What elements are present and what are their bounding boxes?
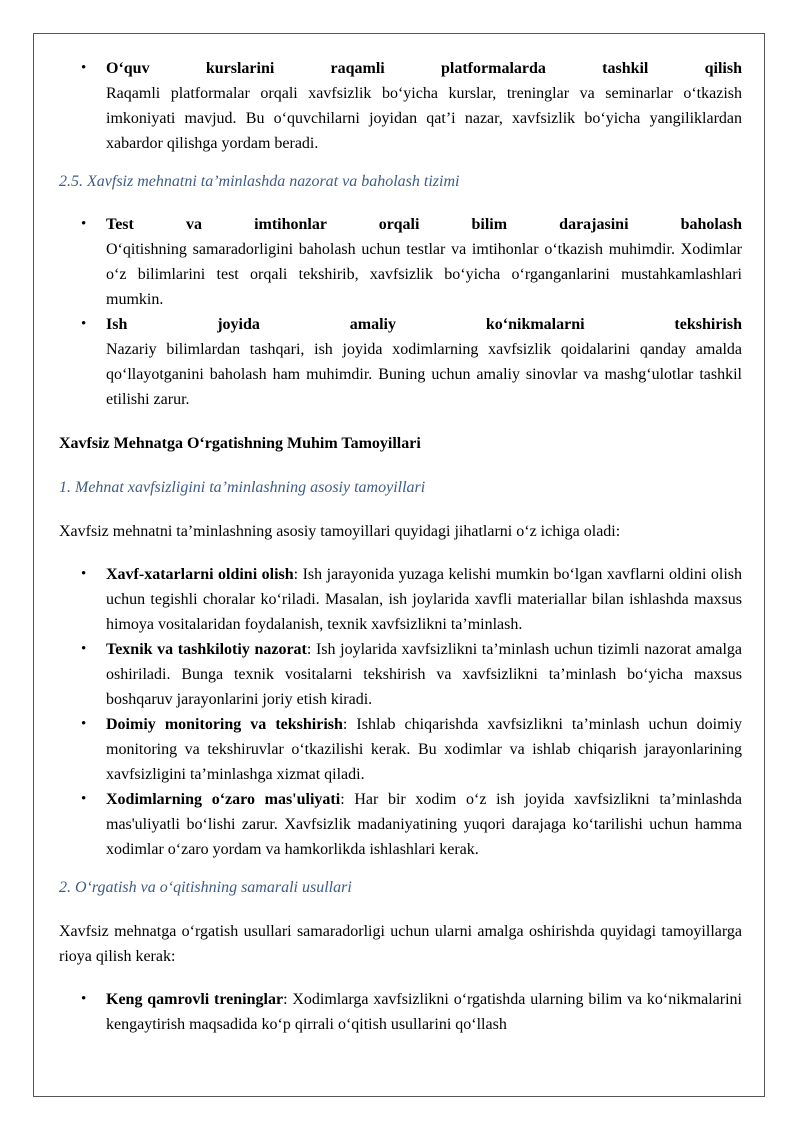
section-1-list [59, 562, 742, 862]
list-item [59, 987, 742, 1037]
bullet-text: Raqamli platformalar orqali xavfsizlik bo‘yicha kurslar, treninglar va seminarlar o‘tkazish imkoniyati mavjud. Bu o‘quvchilarni joyidan qat’i nazar, xavfsizlik bo‘yicha yangiliklardan xabardor qilishga yordam beradi. [106, 85, 742, 152]
section-2-intro: Xavfsiz mehnatga o‘rgatish usullari samaradorligi uchun ularni amalga oshirishda quyidagi tamoyillarga rioya qilish kerak: [59, 923, 742, 965]
bullet-title: Texnik va tashkilotiy nazorat [106, 641, 307, 658]
bullet-title: • O‘quv kurslarini raqamli platformalarda tashkil qilish [106, 60, 742, 77]
section-2-list [59, 987, 742, 1037]
document-body [59, 56, 742, 1037]
list-item [59, 712, 742, 787]
section-heading-1: 1. Mehnat xavfsizligini ta’minlashning asosiy tamoyillari [59, 479, 426, 496]
bullet-text: : Xodimlarga xavfsizlikni o‘rgatishda ularning bilim va ko‘nikmalarini kengaytirish maqsadida ko‘p qirrali o‘qitish usullarini qo‘llash [106, 991, 743, 1033]
list-item [59, 312, 742, 412]
list-item [59, 637, 742, 712]
bullet-title: Doimiy monitoring va tekshirish [106, 716, 343, 733]
bullet-title: • Test va imtihonlar orqali bilim darajasini baholash [106, 216, 742, 233]
list-item [59, 212, 742, 312]
section-heading-2-5: 2.5. Xavfsiz mehnatni ta’minlashda nazorat va baholash tizimi [59, 173, 460, 190]
bullet-title: Xavf-xatarlarni oldini olish [106, 566, 294, 583]
section-2-5-list [59, 212, 742, 412]
section-1-intro: Xavfsiz mehnatni ta’minlashning asosiy tamoyillari quyidagi jihatlarni o‘z ichiga oladi: [59, 523, 621, 540]
bullet-text: : Ishlab chiqarishda xavfsizlikni ta’minlash uchun doimiy monitoring va tekshiruvlar o‘tkazilishi kerak. Bu xodimlar va ishlab chiqarish jarayonlarining xavfsizligini ta’minlashga xizmat qiladi. [106, 716, 742, 783]
bullet-text: : Ish joylarida xavfsizlikni ta’minlash uchun tizimli nazorat amalga oshiriladi. Bunga texnik vositalarni tekshirish va xavfsizlikni ta’minlash bo‘yicha maxsus boshqaruv jarayonlarini joriy etish kiradi. [106, 641, 743, 708]
section-heading-2: 2. O‘rgatish va o‘qitishning samarali usullari [59, 879, 352, 896]
bullet-text: Nazariy bilimlardan tashqari, ish joyida xodimlarning xavfsizlik qoidalarini qanday amalda qo‘llayotganini baholash ham muhimdir. Buning uchun amaliy sinovlar va mashg‘ulotlar tashkil etilishi zarur. [106, 341, 742, 408]
top-bullet-list [59, 56, 742, 156]
bullet-title: Keng qamrovli treninglar [106, 991, 284, 1008]
bullet-title: • Ish joyida amaliy ko‘nikmalarni tekshirish [106, 316, 742, 333]
main-heading: Xavfsiz Mehnatga O‘rgatishning Muhim Tamoyillari [59, 435, 421, 452]
bullet-text: : Har bir xodim o‘z ish joyida xavfsizlikni ta’minlashda mas'uliyatli bo‘lishi zarur. Xavfsizlik madaniyatining yuqori darajaga ko‘tarilishi uchun hamma xodimlar o‘zaro yordam va hamkorlikda ishlashlari kerak. [106, 791, 742, 858]
bullet-text: O‘qitishning samaradorligini baholash uchun testlar va imtihonlar o‘tkazish muhimdir. Xodimlar o‘z bilimlarini test orqali tekshirib, xavfsizlik bo‘yicha o‘rganganlarini mustahkamlashlari mumkin. [106, 241, 742, 308]
list-item [59, 56, 742, 156]
bullet-title: Xodimlarning o‘zaro mas'uliyati [106, 791, 341, 808]
list-item [59, 787, 742, 862]
list-item [59, 562, 742, 637]
bullet-text: : Ish jarayonida yuzaga kelishi mumkin bo‘lgan xavflarni oldini olish uchun tegishli choralar ko‘riladi. Masalan, ish joylarida xavfli materiallar bilan ishlashda maxsus himoya vositalaridan foydalanish, texnik xavfsizlikni ta’minlash. [106, 566, 743, 633]
